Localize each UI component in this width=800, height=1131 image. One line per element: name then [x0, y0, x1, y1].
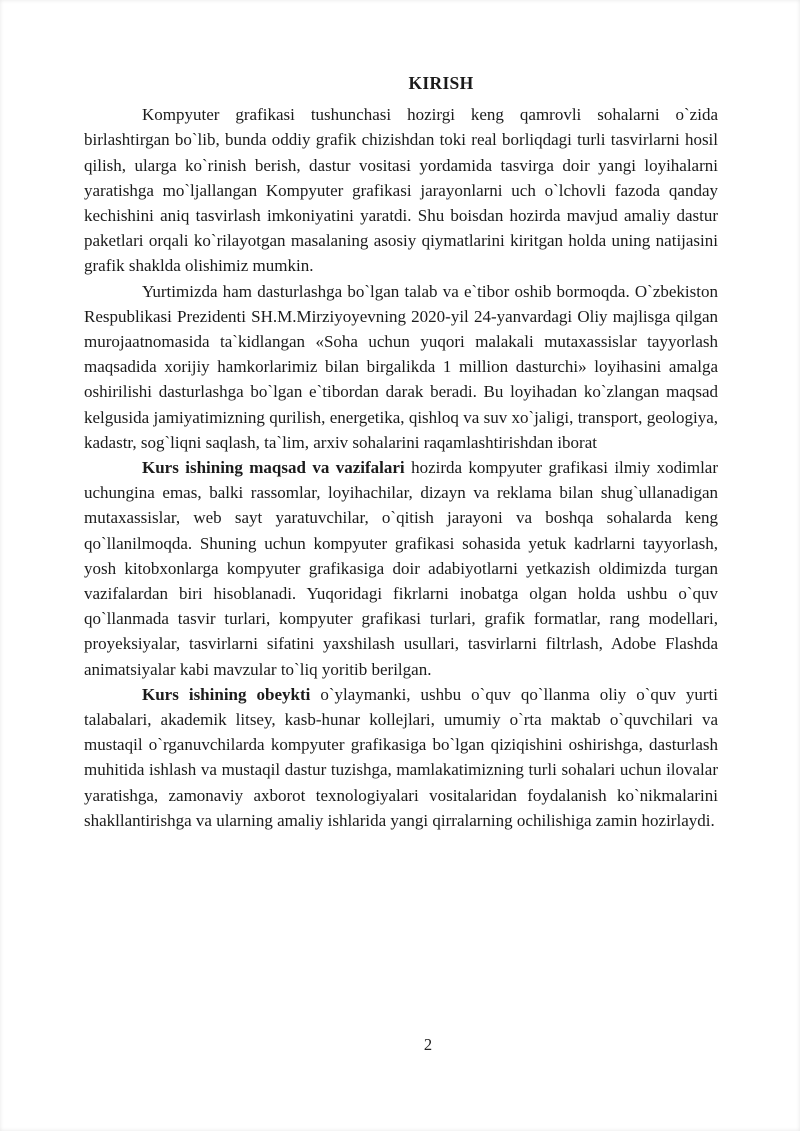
- paragraph-text: o`ylaymanki, ushbu o`quv qo`llanma oliy o`quv yurti talabalari, akademik litsey, kasb-hunar kollejlari, umumiy o`rta maktab o`quvchilari va mustaqil o`rganuvchilarda kompyuter grafikasiga bo`lgan qiziqishini oshirishga, dasturlash muhitida ishlash va mustaqil dastur tuzishga, mamlakatimizning turli sohalari uchun ilovalar yaratishga, zamonaviy axborot texnologiyalari vositalaridan foydalanish ko`nikmalarini shakllantirishga va ularning amaliy ishlarida yangi qirralarning ochilishiga zamin hozirlaydi.: [84, 684, 719, 830]
- paragraph: [84, 682, 718, 833]
- paragraph-text: hozirda kompyuter grafikasi ilmiy xodimlar uchungina emas, balki rassomlar, loyihachilar, dizayn va reklama bilan shug`ullanadigan mutaxassislar, web sayt yaratuvchilar, o`qitish jarayoni va boshqa sohalarda keng qo`llanilmoqda. Shuning uchun kompyuter grafikasi sohasida yetuk kadrlarni tayyorlash, yosh kitobxonlarga kompyuter grafikasiga doir adabiyotlarni yetkazish oldimizda turgan vazifalardan biri hisoblanadi. Yuqoridagi fikrlarni inobatga olgan holda ushbu o`quv qo`llanmada tasvir turlari, kompyuter grafikasi turlari, grafik formatlar, rang modellari, proyeksiyalar, tasvirlarni sifatini yaxshilash usullari, tasvirlarni filtrlash, Adobe Flashda animatsiyalar kabi mavzular to`liq yoritib berilgan.: [84, 458, 718, 679]
- document-body: [84, 71, 718, 833]
- paragraph-text: Kompyuter grafikasi tushunchasi hozirgi keng qamrovli sohalarni o`zida birlashtirgan bo`lib, bunda oddiy grafik chizishdan toki real borliqdagi turli tasvirlarni hosil qilish, ularga ko`rinish berish, dastur vositasi yordamida tasvirga doir yangi loyihalarni yaratishga mo`ljallangan Kompyuter grafikasi jarayonlarni uch o`lchovli fazoda qanday kechishini aniq tasvirlash imkoniyatini yaratdi. Shu boisdan hozirda mavjud amaliy dastur paketlari orqali ko`rilayotgan masalaning asosiy qiymatlarini kiritgan holda uning natijasini grafik shaklda olishimiz mumkin.: [84, 105, 718, 276]
- paragraph-text: Yurtimizda ham dasturlashga bo`lgan talab va e`tibor oshib bormoqda. O`zbekiston Respublikasi Prezidenti SH.M.Mirziyoyevning 2020-yil 24-yanvardagi Oliy majlisga qilgan murojaatnomasida ta`kidlangan «Soha uchun yuqori malakali mutaxassislar tayyorlash maqsadida xorijiy hamkorlarimiz bilan birgalikda 1 million dasturchi» loyihasini amalga oshirilishi dasturlashga bo`lgan e`tibordan darak beradi. Bu loyihadan ko`zlangan maqsad kelgusida jamiyatimizning qurilish, energetika, qishloq va suv xo`jaligi, transport, geologiya, kadastr, sog`liqni saqlash, ta`lim, arxiv sohalarini raqamlashtirishdan iborat: [84, 281, 718, 452]
- paragraph: [84, 102, 718, 278]
- paragraph-lead: Kurs ishining maqsad va vazifalari: [142, 458, 405, 478]
- paragraph-lead: Kurs ishining obeykti: [142, 684, 311, 704]
- paragraph: [84, 455, 718, 682]
- paragraph: [84, 279, 718, 455]
- page-number: 2: [423, 1035, 433, 1054]
- page-title: KIRISH: [408, 73, 474, 93]
